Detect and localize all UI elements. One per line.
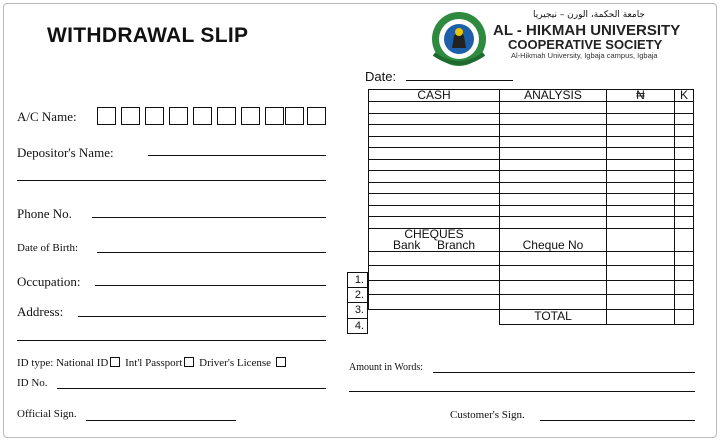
license-checkbox[interactable] bbox=[276, 357, 286, 367]
dob-line[interactable] bbox=[97, 252, 326, 253]
cash-row[interactable] bbox=[369, 159, 694, 171]
branch-header: Branch bbox=[437, 237, 476, 252]
arabic-name: جامعة الحكمة، الورن – نيجيريا bbox=[533, 10, 645, 20]
bank-header: Bank bbox=[392, 237, 421, 252]
date-label: Date: bbox=[365, 69, 397, 84]
cheque-row[interactable] bbox=[369, 295, 694, 310]
amount-words-line-2[interactable] bbox=[349, 391, 695, 392]
cash-row[interactable] bbox=[369, 194, 694, 206]
account-name-box[interactable] bbox=[145, 107, 164, 125]
customer-sign-label: Customer's Sign. bbox=[450, 409, 525, 421]
id-type-label: ID type: bbox=[17, 357, 54, 369]
cash-row[interactable] bbox=[369, 148, 694, 160]
account-name-box[interactable] bbox=[193, 107, 212, 125]
slip-title: WITHDRAWAL SLIP bbox=[47, 24, 249, 47]
cash-row[interactable] bbox=[369, 182, 694, 194]
occupation-label: Occupation: bbox=[17, 274, 81, 289]
passport-label: Int'l Passport bbox=[125, 357, 183, 369]
cash-row[interactable] bbox=[369, 102, 694, 114]
cash-row[interactable] bbox=[369, 171, 694, 183]
cash-analysis-table bbox=[368, 89, 694, 325]
cheque-no-header: Cheque No bbox=[500, 240, 607, 252]
cheque-numbers bbox=[347, 272, 368, 334]
account-name-box[interactable] bbox=[241, 107, 260, 125]
national-id-checkbox[interactable] bbox=[110, 357, 120, 367]
total-label: TOTAL bbox=[500, 309, 607, 324]
university-logo bbox=[428, 10, 490, 70]
account-name-label: A/C Name: bbox=[17, 109, 77, 124]
depositor-line[interactable] bbox=[148, 155, 326, 156]
total-naira-cell[interactable] bbox=[607, 309, 675, 324]
account-name-box[interactable] bbox=[307, 107, 326, 125]
address-line[interactable] bbox=[78, 316, 326, 317]
national-id-label: National ID bbox=[56, 357, 109, 369]
university-name: AL - HIKMAH UNIVERSITY bbox=[493, 22, 681, 39]
account-name-box[interactable] bbox=[97, 107, 116, 125]
id-no-label: ID No. bbox=[17, 377, 48, 389]
cash-row[interactable] bbox=[369, 113, 694, 125]
cheque-number: 3. bbox=[347, 303, 368, 319]
id-no-line[interactable] bbox=[57, 388, 326, 389]
cash-header: CASH bbox=[369, 90, 500, 102]
customer-sign-line[interactable] bbox=[540, 420, 695, 421]
address-label: Address: bbox=[17, 304, 64, 319]
cheque-number: 1. bbox=[347, 272, 368, 288]
phone-line[interactable] bbox=[92, 217, 326, 218]
account-name-box[interactable] bbox=[169, 107, 188, 125]
passport-checkbox[interactable] bbox=[184, 357, 194, 367]
kobo-header: K bbox=[675, 90, 694, 102]
cheque-row[interactable] bbox=[369, 266, 694, 281]
official-sign-label: Official Sign. bbox=[17, 408, 77, 420]
cash-row[interactable] bbox=[369, 136, 694, 148]
depositor-line-2[interactable] bbox=[17, 180, 326, 181]
naira-header: ₦ bbox=[607, 90, 675, 102]
cheque-number: 2. bbox=[347, 288, 368, 304]
amount-words-label: Amount in Words: bbox=[349, 362, 424, 373]
account-name-box[interactable] bbox=[121, 107, 140, 125]
id-type-row bbox=[17, 357, 288, 369]
official-sign-line[interactable] bbox=[86, 420, 236, 421]
amount-words-line[interactable] bbox=[433, 372, 695, 373]
depositor-label: Depositor's Name: bbox=[17, 145, 114, 160]
cheque-row[interactable] bbox=[369, 251, 694, 266]
occupation-line[interactable] bbox=[95, 285, 326, 286]
account-name-box[interactable] bbox=[265, 107, 284, 125]
society-name: COOPERATIVE SOCIETY bbox=[508, 37, 663, 52]
address-line-2[interactable] bbox=[17, 340, 326, 341]
cash-row[interactable] bbox=[369, 205, 694, 217]
total-kobo-cell[interactable] bbox=[675, 309, 694, 324]
cheque-number: 4. bbox=[347, 319, 368, 335]
analysis-header: ANALYSIS bbox=[500, 90, 607, 102]
cheque-row[interactable] bbox=[369, 280, 694, 295]
phone-label: Phone No. bbox=[17, 206, 72, 221]
cash-row[interactable] bbox=[369, 125, 694, 137]
license-label: Driver's License bbox=[199, 357, 272, 369]
bank-branch-header bbox=[369, 237, 500, 252]
university-address: Al-Hikmah University, Igbaja campus, Igbaja bbox=[511, 51, 658, 60]
dob-label: Date of Birth: bbox=[17, 242, 79, 254]
account-name-box[interactable] bbox=[285, 107, 304, 125]
date-line[interactable] bbox=[406, 80, 513, 81]
cheques-header: CHEQUES bbox=[369, 228, 500, 240]
account-name-box[interactable] bbox=[217, 107, 236, 125]
